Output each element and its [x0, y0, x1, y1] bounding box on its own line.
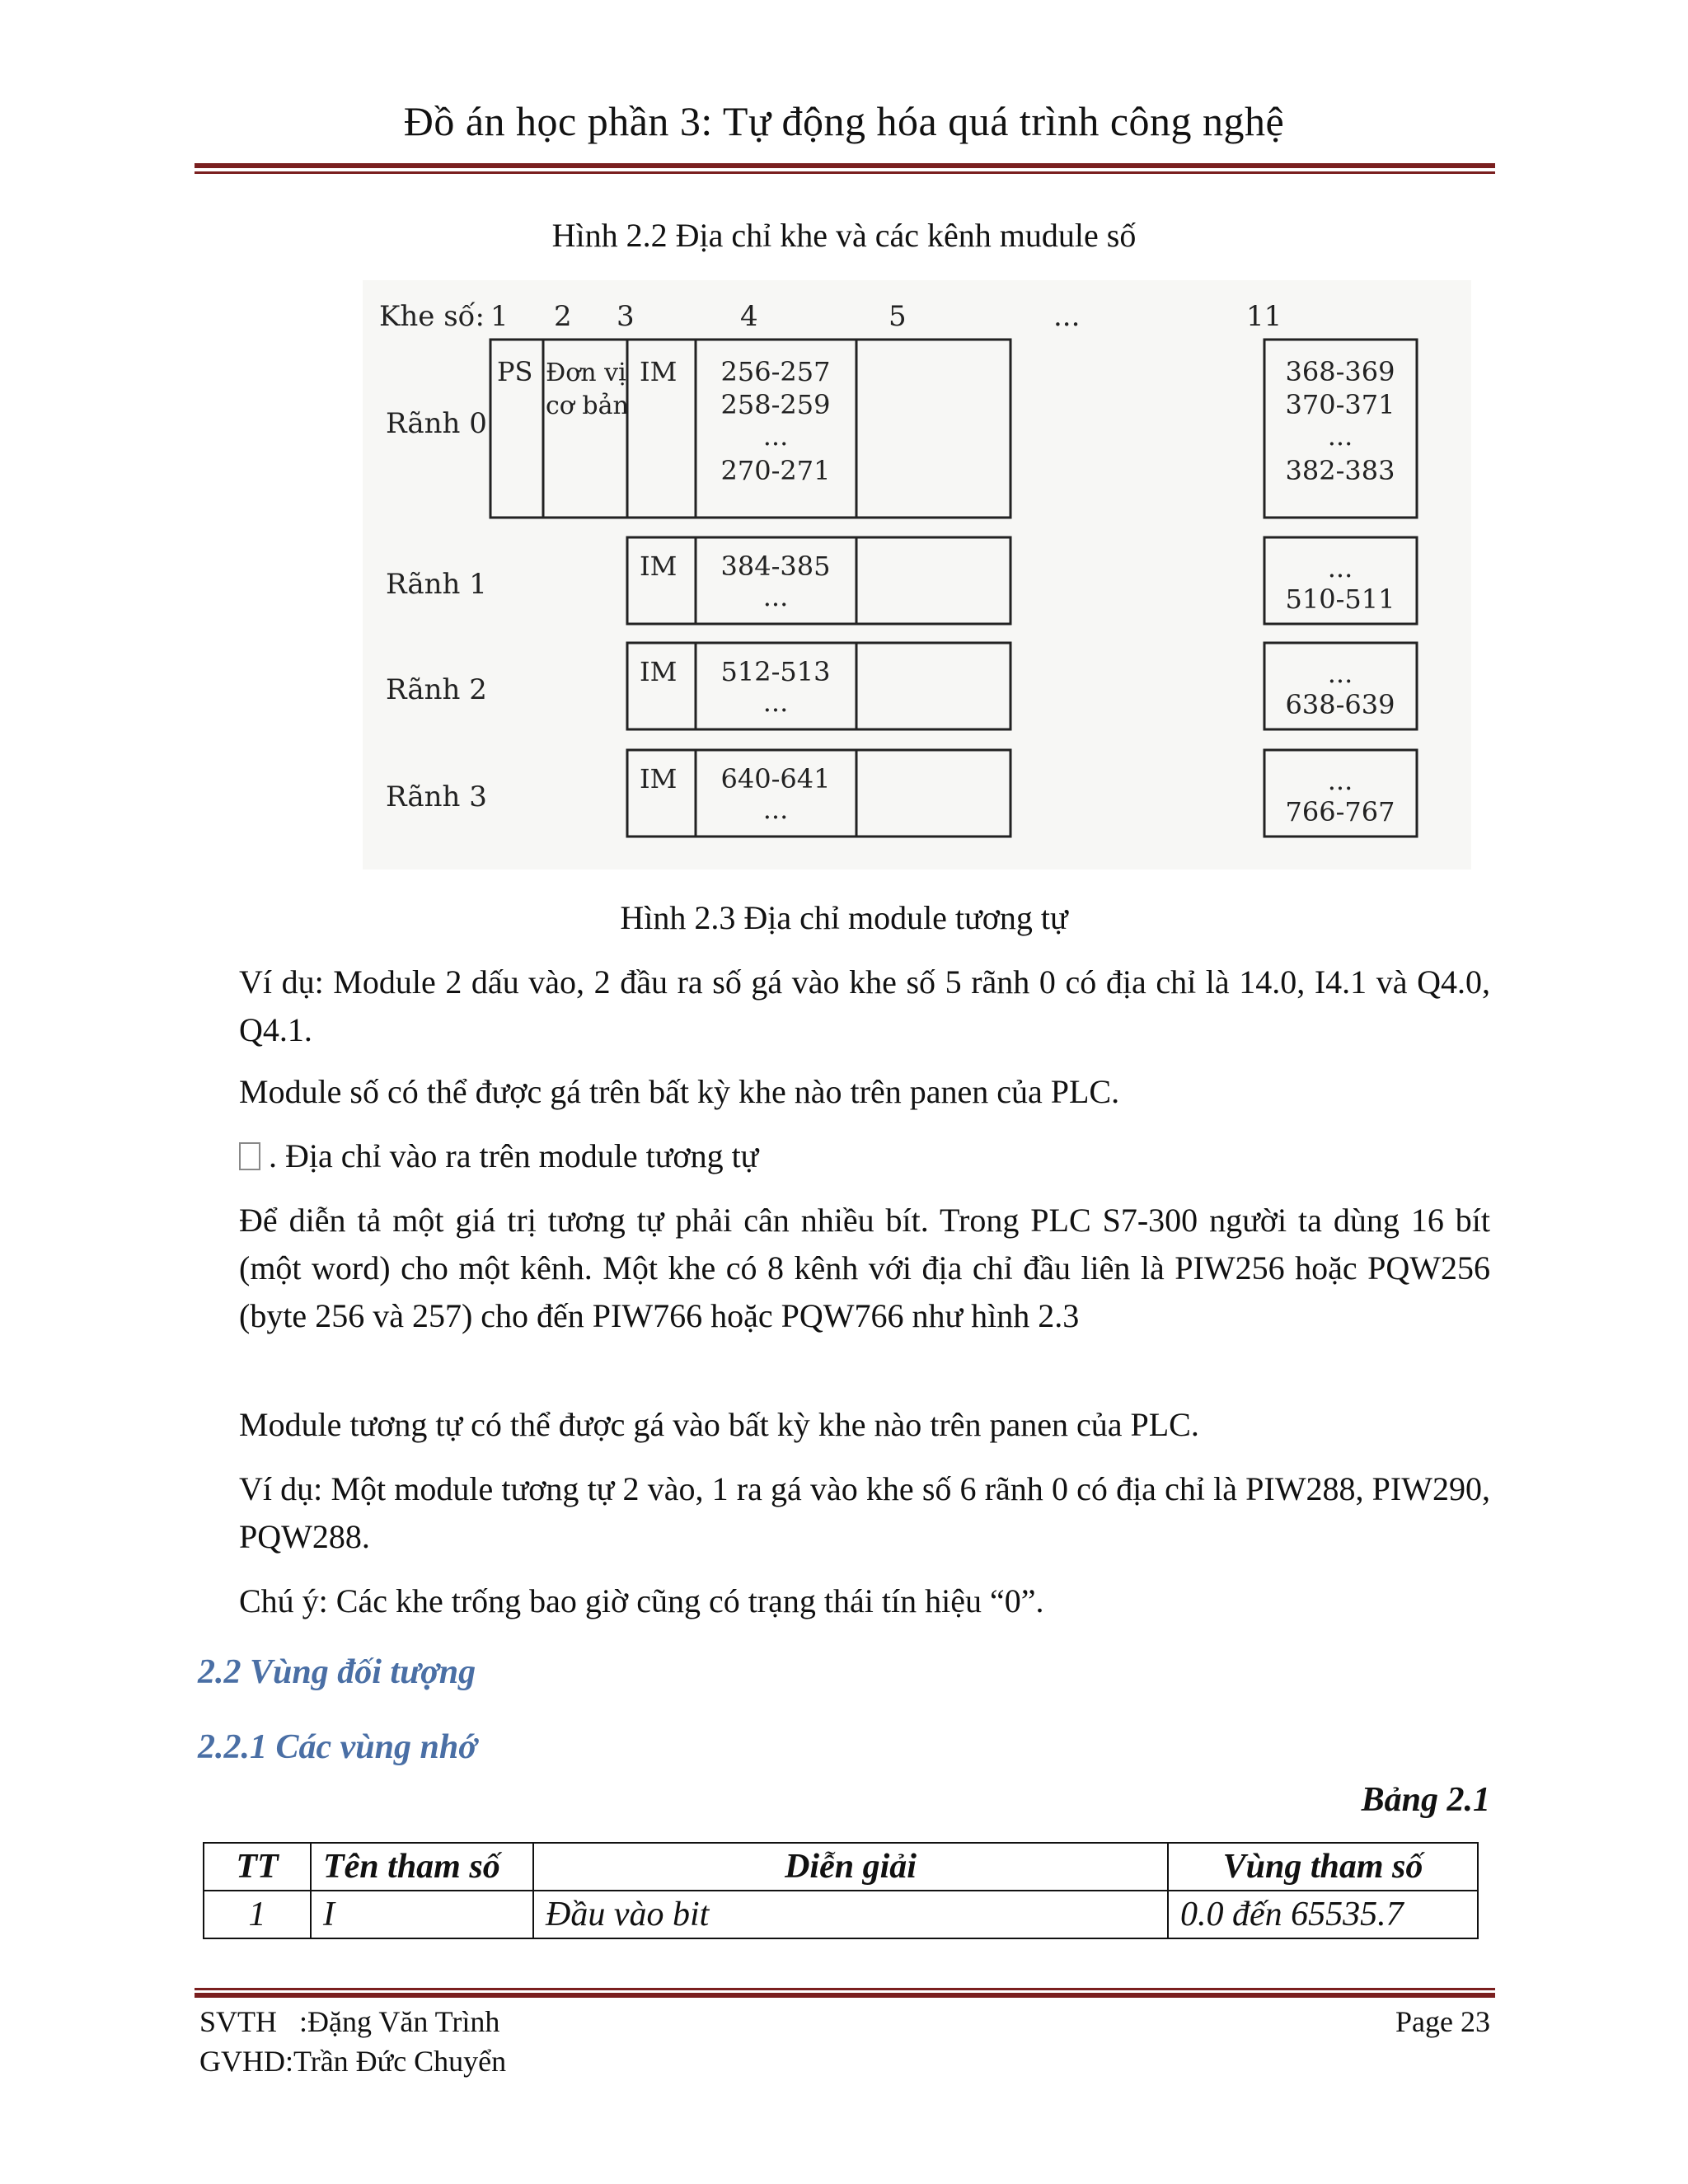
slot-number-11: 11 — [1246, 300, 1282, 333]
paragraph-analog-desc: Để diễn tả một giá trị tương tự phải cân nhiều bít. Trong PLC S7-300 người ta dùng 16 bít (một word) cho một kênh. Một khe có 8 kênh với địa chỉ đầu liên là PIW256 hoặc PQW256 (byte 256 và 257) cho đến PIW766 hoặc PQW766 như hình 2.3 — [239, 1202, 1490, 1334]
paragraph-digital-slot: Module số có thể được gá trên bất kỳ khe nào trên panen của PLC. — [239, 1073, 1120, 1110]
slot-number-3: 3 — [617, 300, 635, 333]
paragraph-analog-heading — [239, 1132, 1490, 1180]
rack-label-1: Rãnh 1 — [386, 568, 487, 601]
missing-glyph-icon — [239, 1142, 260, 1170]
rack2-slot11-line1: ... — [1327, 658, 1353, 689]
rack-label-0: Rãnh 0 — [386, 407, 487, 440]
footer-student: SVTH :Đặng Văn Trình — [199, 2005, 500, 2038]
footer-rule — [195, 1993, 1495, 1998]
footer-page-number: Page 23 — [1395, 2005, 1490, 2038]
rack0-cpu-line1: Đơn vị — [546, 359, 626, 387]
paragraph-example-digital — [239, 958, 1490, 1054]
rack0-slot4-line4: 270-271 — [720, 455, 831, 486]
paragraph-example-digital-text: Ví dụ: Module 2 dấu vào, 2 đầu ra số gá vào khe số 5 rãnh 0 có địa chỉ là 14.0, I4.1 và Q4.0, Q4.1. — [239, 963, 1490, 1048]
slot-label: Khe số: — [379, 300, 485, 333]
rack0-slot11-line4: 382-383 — [1285, 455, 1395, 486]
header-param-name: Tên tham số — [311, 1843, 533, 1891]
analog-heading-text: . Địa chỉ vào ra trên module tương tự — [260, 1137, 759, 1174]
slot-number-4: 4 — [740, 300, 758, 333]
slot-number-1: 1 — [490, 300, 509, 333]
rack-label-3: Rãnh 3 — [386, 780, 487, 813]
figure-caption-top: Hình 2.2 Địa chỉ khe và các kênh mudule số — [551, 217, 1137, 254]
rack0-slot4-line1: 256-257 — [720, 356, 831, 387]
slot-number-ellipsis: ... — [1053, 300, 1081, 333]
table-row — [204, 1891, 1478, 1938]
footer-rule-thin — [195, 1988, 1495, 1990]
paragraph-analog-slot: Module tương tự có thể được gá vào bất kỳ khe nào trên panen của PLC. — [239, 1406, 1199, 1443]
cell-param-name: I — [311, 1891, 533, 1938]
rack0-slot11-line3: ... — [1327, 420, 1353, 452]
rack2-slot4-line1: 512-513 — [720, 656, 831, 687]
figure-caption-bottom: Hình 2.3 Địa chỉ module tương tự — [620, 899, 1068, 936]
rack3-slot11-line2: 766-767 — [1285, 796, 1395, 827]
rack0-cpu-line2: cơ bản — [546, 391, 629, 420]
section-heading-2-2-1: 2.2.1 Các vùng nhớ — [198, 1728, 477, 1766]
rack0-slot4-line3: ... — [762, 420, 789, 452]
cell-param-range: 0.0 đến 65535.7 — [1168, 1891, 1478, 1938]
rack1-slot4-line2: ... — [762, 581, 789, 612]
rack1-slot11-line1: ... — [1327, 552, 1353, 583]
rack3-slot4-line2: ... — [762, 794, 789, 825]
rack2-im: IM — [640, 656, 678, 687]
rack1-slot4-line1: 384-385 — [720, 551, 831, 582]
rack-address-figure — [363, 280, 1471, 869]
rack3-slot4-line1: 640-641 — [720, 763, 831, 794]
rack1-slot11-line2: 510-511 — [1285, 583, 1395, 615]
footer-supervisor: GVHD:Trần Đức Chuyển — [199, 2045, 507, 2078]
slot-number-5: 5 — [889, 300, 907, 333]
header-rule — [195, 163, 1495, 168]
paragraph-example-analog: Ví dụ: Một module tương tự 2 vào, 1 ra gá vào khe số 6 rãnh 0 có địa chỉ là PIW288, PIW290, PQW288. — [239, 1470, 1490, 1555]
header-rule-thin — [195, 171, 1495, 174]
rack0-slot11-line2: 370-371 — [1285, 389, 1395, 420]
rack2-slot4-line2: ... — [762, 687, 789, 718]
header-description: Diễn giải — [533, 1843, 1168, 1891]
rack2-slot11-line2: 638-639 — [1285, 689, 1395, 720]
section-heading-2-2: 2.2 Vùng đối tượng — [198, 1653, 476, 1691]
table-header-row — [204, 1843, 1478, 1891]
parameter-table — [203, 1842, 1479, 1939]
rack3-slot11-line1: ... — [1327, 765, 1353, 796]
header-tt: TT — [204, 1843, 311, 1891]
rack-address-diagram — [363, 280, 1471, 869]
header-param-range: Vùng tham số — [1168, 1843, 1478, 1891]
table-title: Bảng 2.1 — [1361, 1781, 1490, 1819]
rack0-slot4-line2: 258-259 — [720, 389, 831, 420]
rack0-im: IM — [640, 356, 678, 387]
cell-description: Đầu vào bit — [533, 1891, 1168, 1938]
cell-tt: 1 — [204, 1891, 311, 1938]
rack3-im: IM — [640, 763, 678, 794]
rack1-im: IM — [640, 551, 678, 582]
paragraph-note: Chú ý: Các khe trống bao giờ cũng có trạng thái tín hiệu “0”. — [239, 1582, 1044, 1619]
page-header-title: Đồ án học phần 3: Tự động hóa quá trình công nghệ — [403, 98, 1285, 144]
rack0-slot11-line1: 368-369 — [1285, 356, 1395, 387]
rack0-ps: PS — [497, 356, 533, 387]
slot-number-2: 2 — [554, 300, 572, 333]
rack-label-2: Rãnh 2 — [386, 673, 487, 706]
